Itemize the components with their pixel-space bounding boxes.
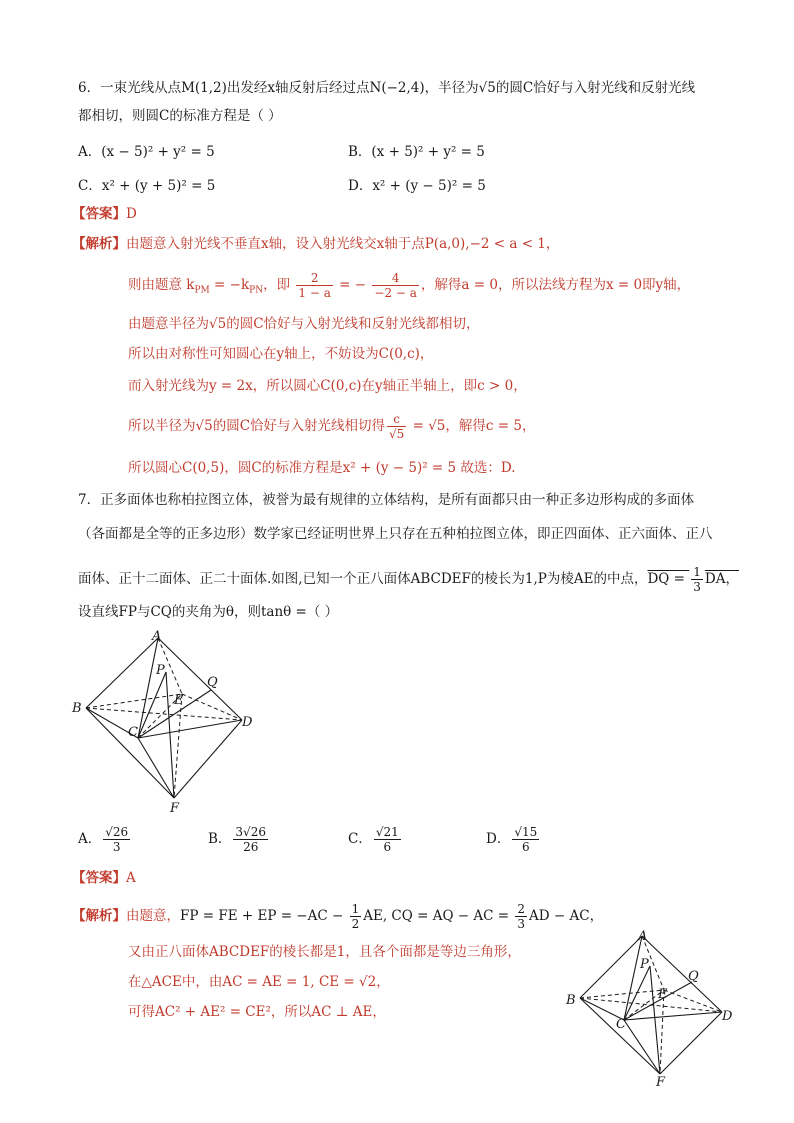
denominator: 3 xyxy=(693,580,701,594)
option-label: B． xyxy=(208,831,232,847)
octahedron-figure-2 xyxy=(562,928,742,1088)
denominator: 3 xyxy=(112,840,121,854)
numerator: √21 xyxy=(375,825,399,839)
q6-analysis-row7: 所以圆心C(0,5)，圆C的标准方程是x² + (y − 5)² = 5 故选：D. xyxy=(128,460,516,476)
option-label: A． xyxy=(78,831,102,847)
denominator: 26 xyxy=(243,840,259,854)
q6-analysis-row4: 所以由对称性可知圆心在y轴上，不妨设为C(0,c)， xyxy=(128,346,434,362)
analysis-text: 由题意， xyxy=(126,908,180,924)
analysis-text: = −k xyxy=(209,277,250,293)
fraction xyxy=(103,825,130,854)
stem-text: 面体、正十二面体、正二十面体.如图,已知一个正八面体ABCDEF的棱长为1,P为棱AE的中点， xyxy=(78,571,648,587)
q7-stem-line1: 7．正多面体也称柏拉图立体，被誉为最有规律的立体结构，是所有面都只由一种正多边形构成的多面体 xyxy=(78,492,695,508)
q6-analysis-row5: 而入射光线为y = 2x，所以圆心C(0,c)在y轴正半轴上，即c > 0， xyxy=(128,378,527,394)
q6-option-d: D．x² + (y − 5)² = 5 xyxy=(348,178,486,194)
fraction xyxy=(233,825,268,854)
fraction xyxy=(691,565,703,594)
label-p: P xyxy=(640,957,649,972)
answer-tag: 【答案】 xyxy=(72,870,126,886)
label-p: P xyxy=(156,663,165,678)
analysis-tag: 【解析】 xyxy=(72,908,126,924)
option-label: D． xyxy=(486,831,511,847)
label-f: F xyxy=(656,1075,666,1088)
numerator: 2 xyxy=(296,271,332,286)
label-b: B xyxy=(72,701,82,716)
vector-text: DA， xyxy=(704,571,739,587)
analysis-text: 由题意入射光线不垂直x轴，设入射光线交x轴于点P(a,0),−2 < a < 1， xyxy=(126,236,560,252)
numerator: 1 xyxy=(351,902,360,916)
denominator: −2 − a xyxy=(374,286,417,300)
answer-value: D xyxy=(126,206,137,222)
q6-analysis-row2 xyxy=(128,268,690,308)
fraction xyxy=(374,825,401,854)
q6-answer-row xyxy=(72,204,137,224)
subscript: PN xyxy=(249,285,264,296)
label-c: C xyxy=(616,1017,626,1032)
fraction xyxy=(512,825,539,854)
analysis-text: = √5，解得c = 5， xyxy=(408,418,536,434)
q6-analysis-row3: 由题意半径为√5的圆C恰好与入射光线和反射光线都相切， xyxy=(128,316,480,332)
fraction xyxy=(387,412,406,441)
q6-stem-line1: 6．一束光线从点M(1,2)出发经x轴反射后经过点N(−2,4)，半径为√5的圆C恰好与入射光线和反射光线 xyxy=(78,80,696,96)
vector-expression: FP = FE + EP = −AC − xyxy=(180,908,348,924)
label-c: C xyxy=(128,725,138,740)
label-d: D xyxy=(242,715,253,730)
analysis-text: 所以半径为√5的圆C恰好与入射光线相切得 xyxy=(128,418,386,434)
analysis-text: ，解得a = 0，所以法线方程为x = 0即y轴， xyxy=(420,277,691,293)
label-q: Q xyxy=(207,675,218,690)
vector-text: DQ = xyxy=(647,571,690,587)
q7-option-a xyxy=(78,820,132,858)
analysis-tag: 【解析】 xyxy=(72,236,126,252)
q7-analysis-row3: 在△ACE中，由AC = AE = 1, CE = √2， xyxy=(128,974,390,990)
answer-tag: 【答案】 xyxy=(72,206,126,222)
label-e: E xyxy=(174,693,184,708)
q6-stem-line2: 都相切，则圆C的标准方程是（ ） xyxy=(78,108,282,124)
vector-expression: AE, CQ = AQ − AC = xyxy=(363,908,514,924)
denominator: 6 xyxy=(521,840,530,854)
q6-analysis-row6 xyxy=(128,408,535,444)
numerator: 4 xyxy=(372,271,419,286)
option-label: C． xyxy=(348,831,372,847)
analysis-text: 则由题意 k xyxy=(128,277,195,293)
fraction xyxy=(515,902,527,931)
fraction xyxy=(350,902,362,931)
q7-answer-row xyxy=(72,868,136,888)
denominator: 3 xyxy=(517,917,526,931)
q7-option-b xyxy=(208,820,270,858)
label-q: Q xyxy=(688,969,699,984)
q7-stem-line4: 设直线FP与CQ的夹角为θ，则tanθ =（ ） xyxy=(78,604,339,620)
denominator: 1 − a xyxy=(298,286,331,300)
q6-analysis-row1 xyxy=(72,234,559,254)
vector-expression: AD − AC， xyxy=(529,908,604,924)
q7-analysis-row2: 又由正八面体ABCDEF的棱长都是1，且各个面都是等边三角形， xyxy=(128,944,521,960)
label-b: B xyxy=(566,993,576,1008)
q7-analysis-row1 xyxy=(72,898,603,934)
numerator: 3√26 xyxy=(235,825,266,839)
answer-value: A xyxy=(126,870,136,886)
label-a: A xyxy=(638,929,648,944)
denominator: 2 xyxy=(351,917,360,931)
denominator: 6 xyxy=(383,840,392,854)
q7-stem-line3 xyxy=(78,562,739,596)
fraction xyxy=(372,271,419,300)
fraction xyxy=(296,271,332,300)
q6-option-c: C．x² + (y + 5)² = 5 xyxy=(78,178,216,194)
q7-stem-line2: （各面都是全等的正多边形）数学家已经证明世界上只存在五种柏拉图立体，即正四面体、正六面体、正八 xyxy=(78,526,713,542)
q6-option-a: A．(x − 5)² + y² = 5 xyxy=(78,144,215,160)
numerator: √26 xyxy=(105,825,129,839)
q7-analysis-row4: 可得AC² + AE² = CE²，所以AC ⊥ AE， xyxy=(128,1004,386,1020)
q7-option-d xyxy=(486,820,541,858)
label-e: E xyxy=(658,987,668,1002)
numerator: 1 xyxy=(693,565,701,579)
q6-option-b: B．(x + 5)² + y² = 5 xyxy=(348,144,485,160)
subscript: PM xyxy=(194,285,210,296)
label-a: A xyxy=(152,629,162,644)
analysis-text: = − xyxy=(334,277,367,293)
denominator: √5 xyxy=(389,427,405,441)
analysis-text: ，即 xyxy=(263,277,291,293)
numerator: 2 xyxy=(517,902,526,916)
q7-option-c xyxy=(348,820,403,858)
octahedron-figure xyxy=(70,628,270,818)
label-d: D xyxy=(722,1009,733,1024)
numerator: √15 xyxy=(514,825,538,839)
label-f: F xyxy=(170,801,180,816)
numerator: c xyxy=(387,412,406,427)
